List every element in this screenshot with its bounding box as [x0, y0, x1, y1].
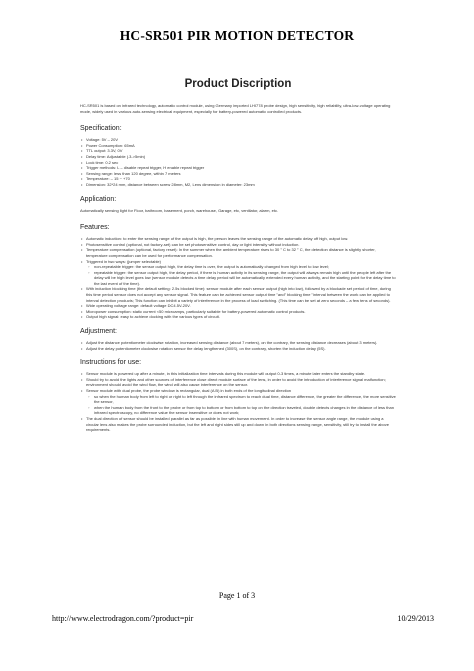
footer-url-link[interactable]: http://www.electrodragon.com/?product=pir: [52, 614, 194, 623]
feature-item: • Temperature compensation (optional, factory reset): In the summer when the ambient temperature rises to 30 ° C to 32 ° C, the detection distance is slightly shorter, temperature compensation can be used for performance compensation.: [80, 247, 396, 258]
specification-list: [80, 137, 396, 187]
feature-subitem: ◦ repeatable trigger: the sensor output high, the delay period, if there is human activity in its sensing range, the output will always remain high until the people left after the delay will be high level goes low (sensor module detects a time delay period will be automatically extended every human activity, and the starting point for the delay time to the last event of the time).: [80, 270, 396, 287]
instructions-section: [80, 358, 396, 433]
adjustment-list: [80, 340, 396, 351]
instruction-item: • Sensor module is powered up after a minute, in this initialization time intervals during this module will output 0-3 times, a minute later enters the standby state.: [80, 371, 396, 377]
adjustment-heading: Adjustment:: [80, 328, 117, 336]
specification-item: • TTL output: 3.3V, 0V: [80, 148, 396, 154]
instruction-item: • Sensor module with dual probe, the probe window is rectangular, dual (A B) in both ends of the longitudinal direction: [80, 388, 396, 394]
features-section: [80, 223, 396, 320]
specification-section: [80, 124, 396, 187]
specification-item: • Voltage: 5V – 20V: [80, 137, 396, 143]
product-description-title: Product Discription: [184, 78, 292, 90]
specification-item: • Temperature: – 15 ~ +70: [80, 176, 396, 182]
instruction-item: • The dual direction of sensor should be installed parallel as far as possible in line with human movement. In order to increase the sensor angle range, the module using a circular lens also makes the probe surrounded induction, but the left and right sides still up and down in both directions sensing range, sensitivity, still try to install the above requirements.: [80, 416, 396, 433]
instruction-subitem: ◦ so when the human body from left to right or right to left through the infrared spectrum to reach dual time, distance difference, the greater the difference, the more sensitive the sensor,: [80, 394, 396, 405]
features-heading: Features:: [80, 224, 110, 232]
features-list: [80, 236, 396, 320]
application-section: [80, 195, 396, 214]
specification-item: • Delay time: Adjustable (.3->5min): [80, 154, 396, 160]
specification-heading: Specification:: [80, 125, 122, 133]
feature-item: • Wide operating voltage range: default voltage DC4.5V-20V.: [80, 303, 396, 309]
adjustment-section: [80, 327, 396, 351]
feature-item: • Automatic induction: to enter the sensing range of the output is high, the person leaves the sensing range of the automatic delay off high, output low.: [80, 236, 396, 242]
specification-item: • Lock time: 0.2 sec: [80, 160, 396, 166]
page-number: Page 1 of 3: [218, 591, 256, 600]
document-title: HC-SR501 PIR MOTION DETECTOR: [119, 28, 355, 43]
feature-item: • With induction blocking time (the default setting: 2.5s blocked time): sensor module after each sensor output (high into low), followed by a blockade set period of time, during this time period sensor does not accept any sensor signal. This feature can be achieved sensor output time "and" blocking time "interval between the work can be applied to interval detection products; This function can inhibit a variety of interference in the process of load switching. (This time can be set at zero seconds – a few tens of seconds).: [80, 286, 396, 303]
specification-item: • Dimension: 32*24 mm, distance between screw 28mm, M2, Lens dimension in diameter: 23mm: [80, 182, 396, 188]
specification-item: • Trigger methods: L – disable repeat trigger, H enable repeat trigger: [80, 165, 396, 171]
footer-date: 10/29/2013: [397, 614, 434, 623]
adjustment-item: • Adjust the delay potentiometer clockwise rotation sensor the delay lengthened (300S), on the contrary, shorten the induction delay (5S).: [80, 346, 396, 352]
feature-subitem: ◦ non-repeatable trigger: the sensor output high, the delay time is over, the output is automatically changed from high level to low level;: [80, 264, 396, 270]
application-text: Automatically sensing light for Floor, bathroom, basement, porch, warehouse, Garage, etc, ventilator, alarm, etc.: [80, 207, 279, 213]
adjustment-item: • Adjust the distance potentiometer clockwise rotation, increased sensing distance (about 7 meters), on the contrary, the sensing distance decreases (about 3 meters).: [80, 340, 396, 346]
feature-item: • Micropower consumption: static current <50 microamps, particularly suitable for battery-powered automatic control products.: [80, 309, 396, 315]
product-intro: HC-SR501 is based on infrared technology, automatic control module, using Germany imported LHI778 probe design, high sensitivity, high reliability, ultra-low-voltage operating mode, widely used in various auto-sensing electrical equipment, especially for battery-powered automatic controlled products.: [80, 103, 391, 114]
specification-item: • Power Consumption: 65mA: [80, 143, 396, 149]
instructions-list: [80, 371, 396, 433]
feature-item: • Triggered in two ways: (jumper selectable): [80, 259, 396, 265]
feature-item: • Photosensitive control (optional, not factory-set) can be set photosensitive control, day or light intensity without induction.: [80, 242, 396, 248]
feature-item: • Output high signal: easy to achieve docking with the various types of circuit.: [80, 314, 396, 320]
instruction-subitem: ◦ when the human body from the front to the probe or from top to bottom or from bottom to top on the direction traveled, double detects changes in the distance of less than infrared spectroscopy, no difference value the sensor insensitive or does not work;: [80, 405, 396, 416]
instruction-item: • Should try to avoid the lights and other sources of interference close direct module surface of the lens, in order to avoid the introduction of interference signal malfunction; environment should avoid the wind flow, the wind will also cause interference on the sensor.: [80, 377, 396, 388]
content-area: [80, 78, 396, 440]
specification-item: • Sensing range: less than 120 degree, within 7 meters: [80, 171, 396, 177]
instructions-heading: Instructions for use:: [80, 359, 142, 367]
application-heading: Application:: [80, 195, 117, 203]
